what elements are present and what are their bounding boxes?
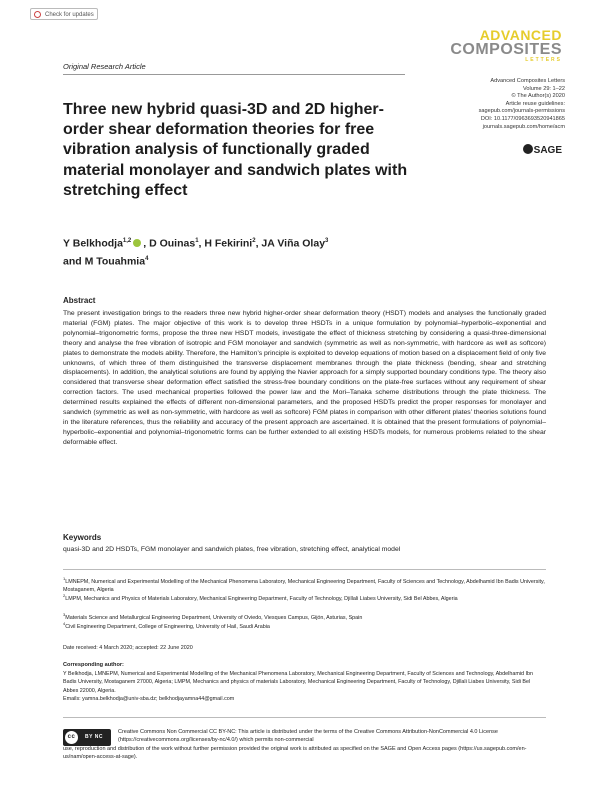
affiliation-sup: 4 (63, 621, 66, 626)
keywords-text: quasi-3D and 2D HSDTs, FGM monolayer and sandwich plates, free vibration, stretching effect, analytical model (63, 546, 401, 553)
journal-logo-line2: COMPOSITES (450, 41, 562, 58)
author-affiliation-sup: 1,2 (122, 238, 132, 244)
author-affiliation-sup: 2 (252, 238, 256, 244)
affiliation-sup: 3 (63, 612, 66, 617)
meta-volume: Volume 29: 1–22 (523, 85, 565, 92)
meta-journal-name: Advanced Composites Letters (490, 78, 565, 84)
affiliation-text: LMNEPM, Numerical and Experimental Modelling of the Mechanical Phenomena Laboratory, Mechanical Engineering Department, Faculty of Sciences and Technology, Abdelhamid Ibn Badis University, Mostaganem, Algeria (63, 578, 545, 594)
license-divider (63, 717, 546, 718)
journal-logo-line3: LETTERS (525, 57, 562, 63)
abstract-heading: Abstract (63, 296, 96, 305)
check-updates-icon (34, 11, 41, 18)
author-name: , H Fekirini (198, 237, 253, 250)
author-name: , JA Viña Olay (255, 237, 326, 250)
corresponding-author (63, 670, 546, 704)
article-dates: Date received: 4 March 2020; accepted: 22 June 2020 (63, 645, 193, 651)
cc-license-badge[interactable] (63, 729, 111, 746)
meta-journal-link[interactable]: journals.sagepub.com/home/acm (482, 123, 565, 130)
author-affiliation-sup: 3 (325, 238, 329, 244)
journal-logo (450, 28, 562, 63)
article-title: Three new hybrid quasi-3D and 2D higher-order shear deformation theories for free vibration analysis of functionally graded material monolayer and sandwich plates with stretching effect (63, 101, 408, 199)
license-text-line2: use, reproduction and distribution of the work without further permission provided the original work is attributed as specified on the SAGE and Open Access pages (https://us.sagepub.com/en-us/nam/open-access-at-sage). (63, 746, 527, 761)
author-name: Y Belkhodja (63, 237, 123, 250)
affiliation-item (63, 620, 546, 631)
sage-logo-icon (523, 144, 533, 154)
author-name: and M Touahmia (63, 255, 146, 267)
keywords-heading: Keywords (63, 533, 102, 542)
affiliation-text: Civil Engineering Department, College of Engineering, University of Hail, Saudi Arabia (65, 623, 270, 630)
check-for-updates-label: Check for updates (45, 12, 94, 18)
meta-reuse-link[interactable]: sagepub.com/journals-permissions (478, 108, 565, 115)
meta-doi[interactable]: DOI: 10.1177/0963693520941865 (480, 115, 565, 122)
corresponding-author-text: Y Belkhodja, LMNEPM, Numerical and Experimental Modelling of the Mechanical Phenomena Laboratory, Mechanical Engineering Department, Faculty of Sciences and Technology, Abdelhamid Ibn Badis University, Mostaganem 27000, Algeria; LMPM, Mechanics and physics of materials Laboratory, Mechanical Engineering Department, Faculty of Technology, Djillali Liabes University, Sidi Bel Abbes 22000, Algeria. (63, 671, 534, 694)
orcid-icon[interactable] (133, 239, 141, 247)
meta-copyright: © The Author(s) 2020 (511, 93, 565, 100)
article-meta (405, 78, 565, 131)
corresponding-author-emails[interactable]: Emails: yamna.belkhodja@univ-sba.dz; belkhodjayamna44@gmail.com (63, 696, 235, 703)
meta-reuse: Article reuse guidelines: (505, 100, 565, 107)
cc-icon: cc (65, 731, 78, 744)
check-for-updates-badge[interactable] (30, 8, 98, 20)
author-affiliation-sup: 4 (145, 255, 149, 262)
publisher-logo (523, 144, 562, 156)
author-list (63, 234, 443, 269)
affiliation-sup: 2 (63, 593, 66, 598)
affiliation-item (63, 592, 546, 603)
author-name: , D Ouinas (143, 237, 196, 250)
corresponding-author-heading: Corresponding author: (63, 662, 124, 668)
affiliation-text: Materials Science and Metallurgical Engineering Department, University of Oviedo, Viesques Campus, Gijón, Asturias, Spain (65, 614, 363, 621)
license-text-line1: Creative Commons Non Commercial CC BY-NC: This article is distributed under the terms of the Creative Commons Attribution-NonCommercial 4.0 License (https://creativecommons.org/licenses/by-nc/4.0/) which permits non-commercial (118, 729, 498, 744)
author-affiliation-sup: 1 (195, 238, 199, 244)
journal-logo-line1: ADVANCED (479, 27, 562, 43)
affiliation-sup: 1 (63, 576, 66, 581)
cc-badge-label: BY NC (85, 734, 103, 740)
affiliation-text: LMPM, Mechanics and Physics of Materials Laboratory, Mechanical Engineering Department, Faculty of Technology, Djillali Liabes University, Sidi Bel Abbes, Algeria (65, 595, 458, 602)
article-type: Original Research Article (63, 62, 146, 71)
abstract-text: The present investigation brings to the readers three new hybrid higher-order shear deformation theory (HSDT) models and analyses the functionally graded material (FGM) plates. The major objective of this work is to develop three HSDTs in a unique formulation by polynomial–hyperbolic–exponential and polynomial–trigonometric forms, propose the three new HSDT models, investigate the effect of thickness stretching by considering a quasi-three-dimensional theory and analyse the free vibration of isotropic and FGM monolayer and sandwich (symmetric as well as non-symmetric, with hardcore as well as softcore) plates to demonstrate the models ability. Therefore, the Hamilton’s principle is exploited to develop equations of motion based on a displacement field of only five unknowns, of which three of them distinguished the transverse displacement membranes through the plate thickness (bending, shear and stretching displacements). In addition, the analytical solutions are found by applying the Navier approach for a simply supported boundary conditions type. The theory also considered that transverse shear deformation effect satisfied the stress-free boundary conditions on the plate-free surfaces without any requirement of shear correction factors. The used mechanical properties followed the power law and the Mori–Tanaka scheme distributions through the plate thickness. The determined results explained the effects of different non-dimensional parameters, and the proposed HSDTs predict the proper responses for monolayer and sandwich (symmetric as well as non-symmetric, with hardcore as well as softcore) FGM plates in comparison with other different plates’ theories solutions found in the literature references, thus the reliability and accuracy of the present approach are ascertained. It is obtained that the present formulations of polynomial–hyperbolic–exponential and polynomial–trigonometric forms can be further extended to all existing HSDTs models, for numerous problems related to the shear deformable effect. (63, 310, 546, 446)
publisher-name: SAGE (533, 145, 562, 156)
header-divider (63, 74, 405, 75)
footnote-divider (63, 569, 546, 570)
